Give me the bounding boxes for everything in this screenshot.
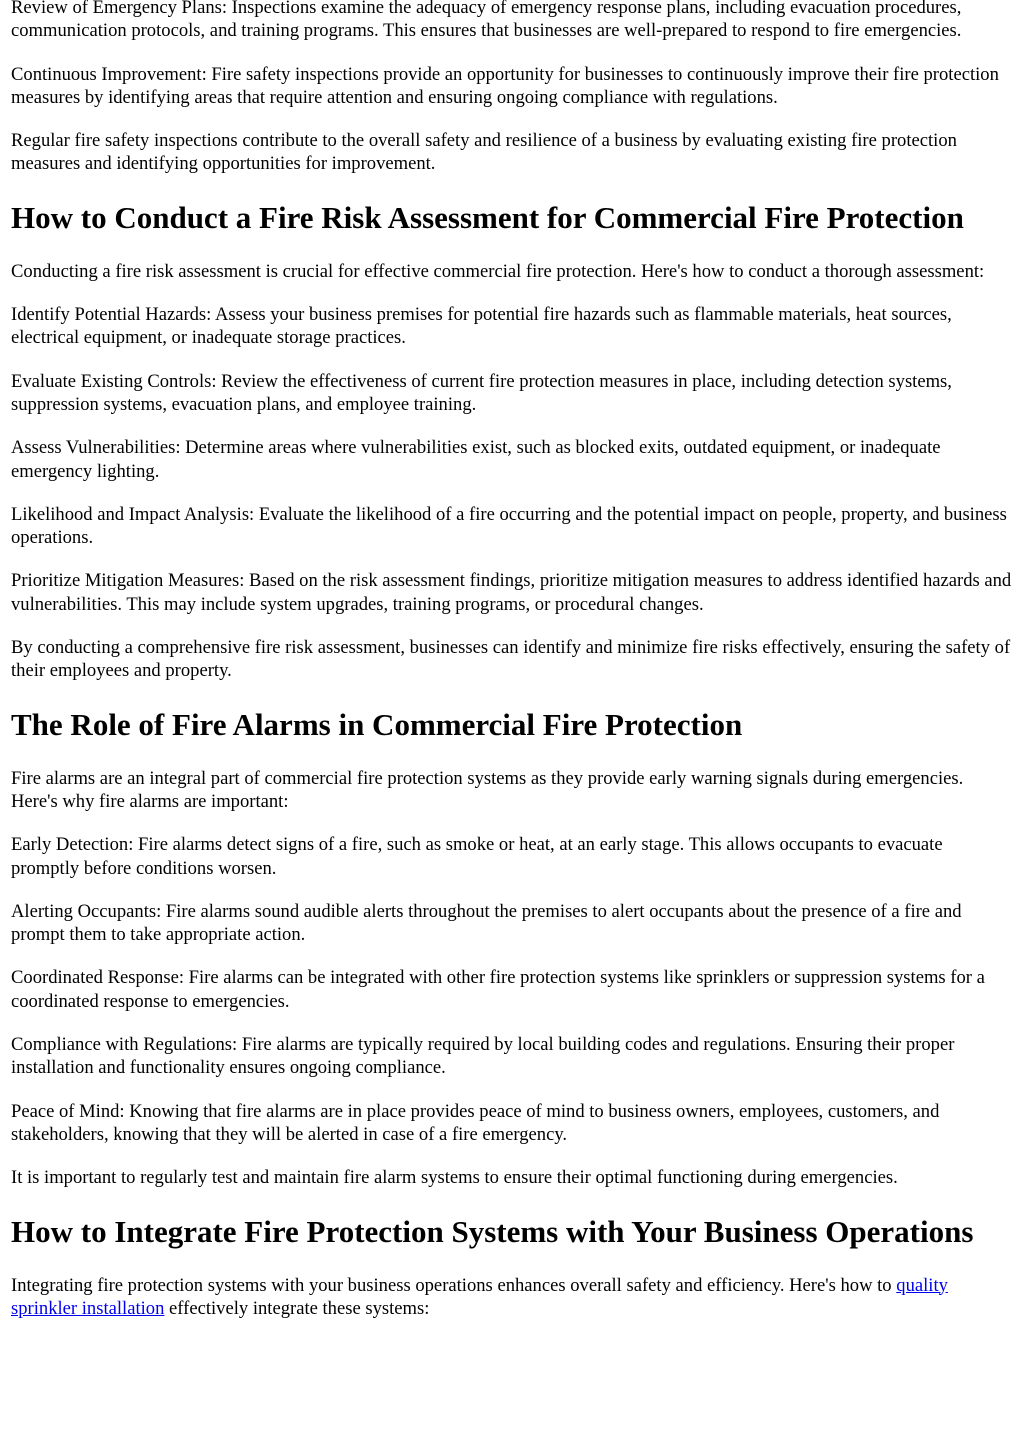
paragraph-compliance: Compliance with Regulations: Fire alarms are typically required by local building codes and regulations. Ensuring their proper installation and functionality ensures ongoing compliance. xyxy=(11,1034,955,1079)
heading-fire-alarms: The Role of Fire Alarms in Commercial Fire Protection xyxy=(11,706,743,742)
paragraph-alarms-intro: Fire alarms are an integral part of commercial fire protection systems as they provide early warning signals during emergencies. Here's why fire alarms are important: xyxy=(11,767,964,812)
sprinkler-installation-link[interactable]: quality sprinkler installation xyxy=(11,1274,948,1319)
heading-fire-risk-assessment: How to Conduct a Fire Risk Assessment for Commercial Fire Protection xyxy=(11,199,964,235)
integration-intro-text: Integrating fire protection systems with your business operations enhances overall safety and efficiency. Here's how to xyxy=(11,1274,897,1296)
paragraph-early-detection: Early Detection: Fire alarms detect signs of a fire, such as smoke or heat, at an early stage. This allows occupants to evacuate promptly before conditions worsen. xyxy=(11,834,943,879)
paragraph-risk-summary: By conducting a comprehensive fire risk assessment, businesses can identify and minimize fire risks effectively, ensuring the safety of their employees and property. xyxy=(11,637,1011,682)
paragraph-risk-intro: Conducting a fire risk assessment is crucial for effective commercial fire protection. Here's how to conduct a thorough assessment: xyxy=(11,260,985,282)
paragraph-evaluate-controls: Evaluate Existing Controls: Review the effectiveness of current fire protection measures in place, including detection systems, suppression systems, evacuation plans, and employee training. xyxy=(11,370,952,415)
heading-integrate-systems: How to Integrate Fire Protection Systems with Your Business Operations xyxy=(11,1213,974,1249)
document-page xyxy=(11,0,1013,1320)
paragraph-review-emergency-plans: Review of Emergency Plans: Inspections examine the adequacy of emergency response plans, including evacuation procedures, communication protocols, and training programs. This ensures that businesses are well-prepared to respond to fire emergencies. xyxy=(11,0,962,42)
paragraph-alerting-occupants: Alerting Occupants: Fire alarms sound audible alerts throughout the premises to alert occupants about the presence of a fire and prompt them to take appropriate action. xyxy=(11,900,962,946)
paragraph-continuous-improvement: Continuous Improvement: Fire safety inspections provide an opportunity for businesses to continuously improve their fire protection measures by identifying areas that require attention and ensuring ongoing compliance with regulations. xyxy=(11,63,999,108)
paragraph-prioritize-mitigation: Prioritize Mitigation Measures: Based on the risk assessment findings, prioritize mitigation measures to address identified hazards and vulnerabilities. This may include system upgrades, training programs, or procedural changes. xyxy=(11,570,1012,615)
integration-intro-text-end: effectively integrate these systems: xyxy=(164,1297,430,1319)
paragraph-integration-intro xyxy=(11,1274,1013,1321)
paragraph-inspections-summary: Regular fire safety inspections contribute to the overall safety and resilience of a business by evaluating existing fire protection measures and identifying opportunities for improvement. xyxy=(11,130,957,175)
paragraph-alarms-summary: It is important to regularly test and maintain fire alarm systems to ensure their optimal functioning during emergencies. xyxy=(11,1167,898,1189)
paragraph-likelihood-impact: Likelihood and Impact Analysis: Evaluate the likelihood of a fire occurring and the potential impact on people, property, and business operations. xyxy=(11,503,1007,549)
paragraph-assess-vulnerabilities: Assess Vulnerabilities: Determine areas where vulnerabilities exist, such as blocked exits, outdated equipment, or inadequate emergency lighting. xyxy=(11,437,941,482)
paragraph-identify-hazards: Identify Potential Hazards: Assess your business premises for potential fire hazards such as flammable materials, heat sources, electrical equipment, or inadequate storage practices. xyxy=(11,304,952,349)
paragraph-peace-of-mind: Peace of Mind: Knowing that fire alarms are in place provides peace of mind to business owners, employees, customers, and stakeholders, knowing that they will be alerted in case of a fire emergency. xyxy=(11,1100,940,1145)
paragraph-coordinated-response: Coordinated Response: Fire alarms can be integrated with other fire protection systems like sprinklers or suppression systems for a coordinated response to emergencies. xyxy=(11,967,985,1012)
